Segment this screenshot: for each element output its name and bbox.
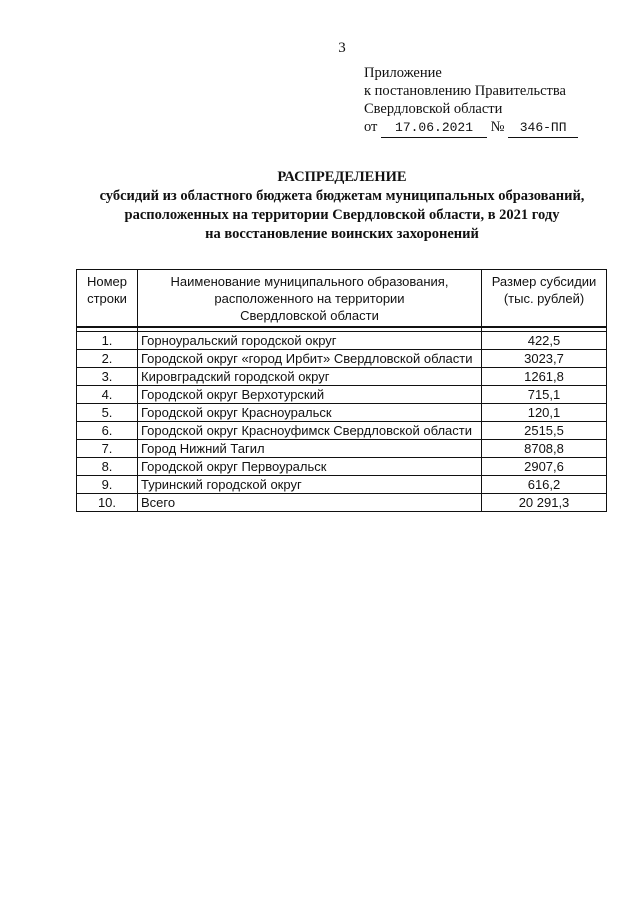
- row-amount: 715,1: [482, 386, 607, 404]
- header-subsidy-amount-line-1: Размер субсидии: [491, 274, 597, 289]
- number-prefix: №: [490, 119, 505, 135]
- row-number: 9.: [77, 476, 138, 494]
- date-prefix: от: [364, 119, 378, 135]
- row-municipality: Всего: [138, 494, 482, 512]
- row-amount: 120,1: [482, 404, 607, 422]
- row-number: 7.: [77, 440, 138, 458]
- appendix-line-2: к постановлению Правительства: [364, 83, 566, 99]
- header-subsidy-amount-line-2: (тыс. рублей): [503, 291, 585, 306]
- row-amount: 8708,8: [482, 440, 607, 458]
- table-row: [77, 404, 607, 422]
- row-municipality: Городской округ «город Ирбит» Свердловской области: [138, 350, 482, 368]
- header-municipality-line-2: расположенного на территории: [214, 291, 405, 306]
- table-row-total: [77, 494, 607, 512]
- header-row-number: [77, 270, 138, 328]
- row-municipality: Город Нижний Тагил: [138, 440, 482, 458]
- row-number: 6.: [77, 422, 138, 440]
- row-amount: 2907,6: [482, 458, 607, 476]
- header-municipality-line-1: Наименование муниципального образования,: [170, 274, 449, 289]
- page-number: 3: [338, 40, 346, 56]
- appendix-date-line: [364, 118, 578, 138]
- row-municipality: Городской округ Верхотурский: [138, 386, 482, 404]
- table-row: [77, 368, 607, 386]
- row-amount: 422,5: [482, 332, 607, 350]
- row-amount: 3023,7: [482, 350, 607, 368]
- row-number: 5.: [77, 404, 138, 422]
- table-row: [77, 386, 607, 404]
- appendix-block: [364, 64, 578, 138]
- header-municipality-line-3: Свердловской области: [240, 308, 379, 323]
- header-row-number-line-2: строки: [87, 291, 127, 306]
- row-number: 4.: [77, 386, 138, 404]
- header-row-number-line-1: Номер: [86, 274, 127, 289]
- row-municipality: Горноуральский городской округ: [138, 332, 482, 350]
- row-municipality: Городской округ Красноуральск: [138, 404, 482, 422]
- row-amount: 616,2: [482, 476, 607, 494]
- title-heading: РАСПРЕДЕЛЕНИЕ: [277, 169, 407, 185]
- title-line-2: расположенных на территории Свердловской области, в 2021 году: [124, 207, 560, 223]
- row-amount: 2515,5: [482, 422, 607, 440]
- subsidies-table: [76, 269, 607, 512]
- table-row: [77, 350, 607, 368]
- title-line-1: субсидий из областного бюджета бюджетам муниципальных образований,: [99, 188, 585, 204]
- title-line-3: на восстановление воинских захоронений: [205, 226, 479, 242]
- table-row: [77, 422, 607, 440]
- table-row: [77, 458, 607, 476]
- row-municipality: Городской округ Первоуральск: [138, 458, 482, 476]
- row-number: 3.: [77, 368, 138, 386]
- appendix-line-3: Свердловской области: [364, 101, 503, 117]
- header-municipality: [138, 270, 482, 328]
- row-amount: 20 291,3: [482, 494, 607, 512]
- row-municipality: Городской округ Красноуфимск Свердловской области: [138, 422, 482, 440]
- table-row: [77, 440, 607, 458]
- row-number: 8.: [77, 458, 138, 476]
- row-municipality: Туринский городской округ: [138, 476, 482, 494]
- resolution-number: 346-ПП: [508, 119, 578, 138]
- resolution-date: 17.06.2021: [381, 119, 487, 138]
- document-title: [0, 168, 640, 244]
- row-amount: 1261,8: [482, 368, 607, 386]
- table-row: [77, 476, 607, 494]
- appendix-line-1: Приложение: [364, 65, 442, 81]
- table-header-row: [77, 270, 607, 328]
- row-number: 1.: [77, 332, 138, 350]
- table-row: [77, 332, 607, 350]
- row-number: 10.: [77, 494, 138, 512]
- header-subsidy-amount: [482, 270, 607, 328]
- row-municipality: Кировградский городской округ: [138, 368, 482, 386]
- row-number: 2.: [77, 350, 138, 368]
